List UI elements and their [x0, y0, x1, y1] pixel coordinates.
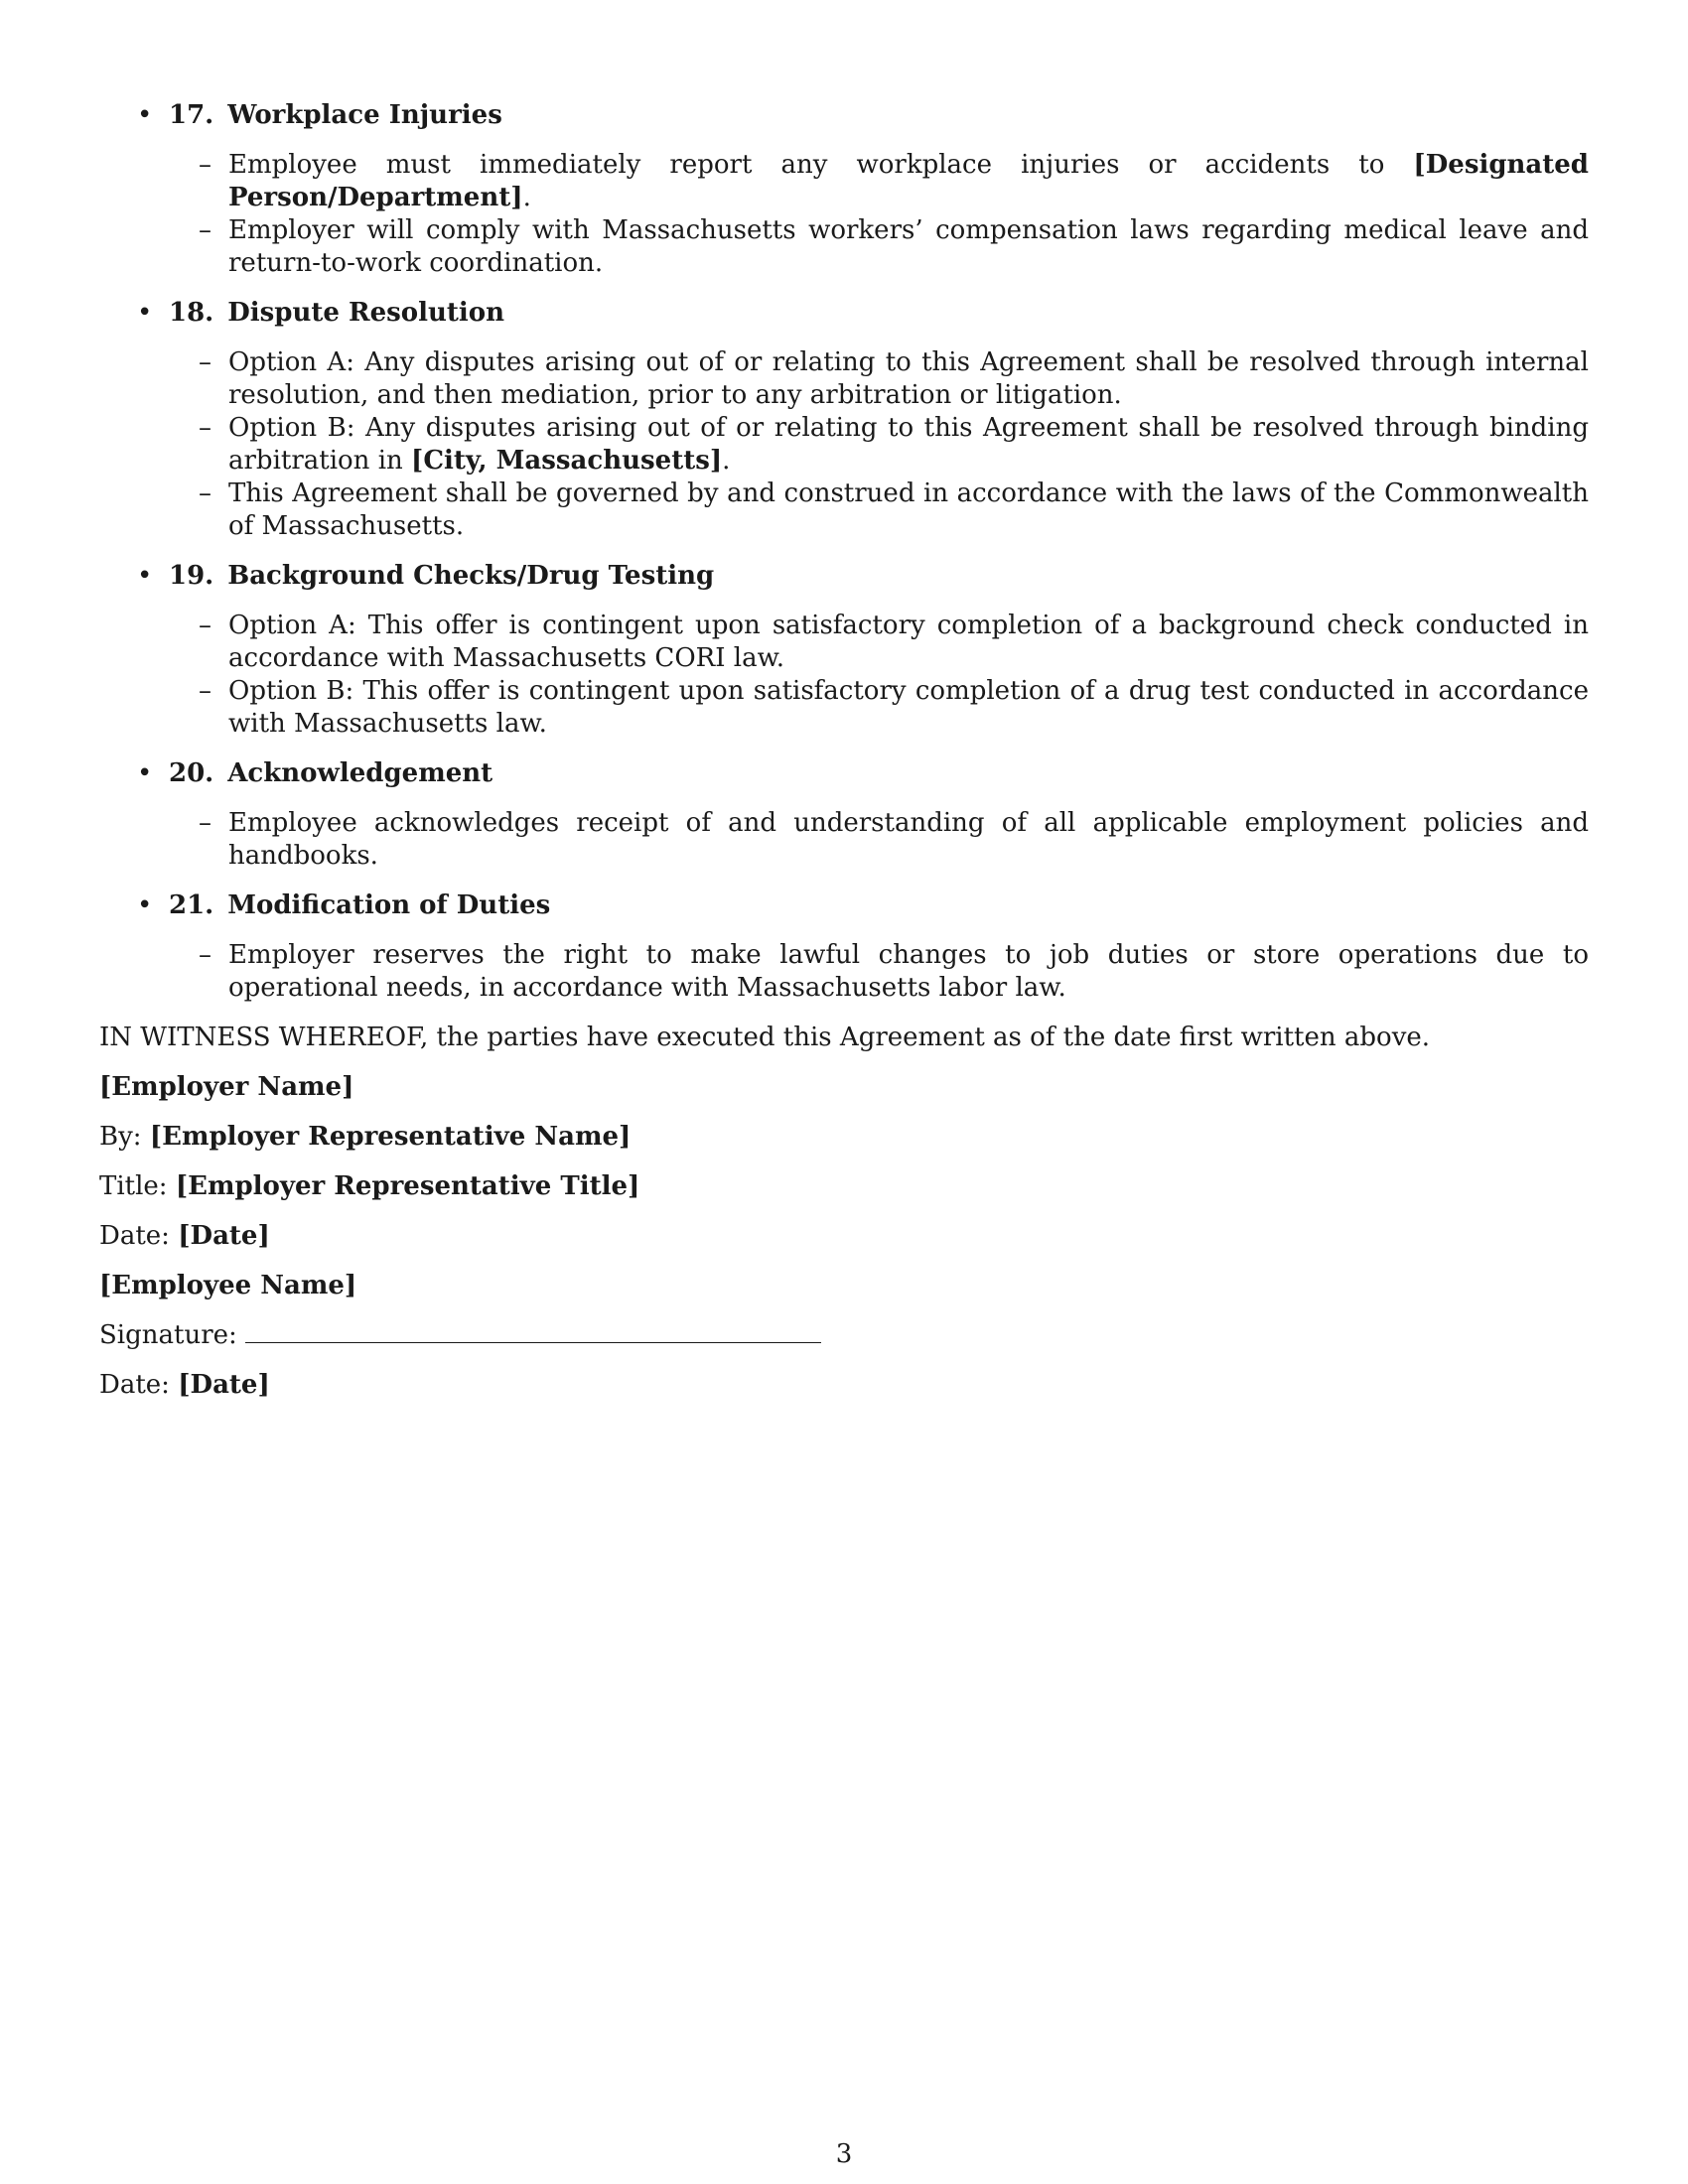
section-number: 18. [169, 298, 214, 328]
list-item: – Option A: This offer is contingent upon satisfactory completion of a background check conducted in accordance with Massachusetts CORI law. [199, 611, 1589, 673]
list-item: – Employer reserves the right to make lawful changes to job duties or store operations due to operational needs, in accordance with Massachusetts labor law. [199, 940, 1589, 1003]
list-item: – Option B: This offer is contingent upon satisfactory completion of a drug test conducted in accordance with Massachusetts law. [199, 676, 1589, 739]
section-acknowledgement [99, 757, 1589, 873]
employee-name: [Employee Name] [99, 1271, 357, 1300]
section-heading [99, 297, 1589, 330]
employer-representative-line [99, 1121, 1589, 1154]
list-item: – Employee must immediately report any workplace injuries or accidents to [Designated Person/Department]. [199, 150, 1589, 212]
bullet-icon: • [137, 100, 153, 130]
employer-name: [Employer Name] [99, 1072, 354, 1102]
section-heading [99, 99, 1589, 132]
witness-statement: IN WITNESS WHEREOF, the parties have executed this Agreement as of the date first written above. [99, 1023, 1431, 1052]
list-item: – Employer will comply with Massachusetts workers’ compensation laws regarding medical leave and return-to-work coordination. [199, 215, 1589, 278]
dash-icon: – [199, 808, 211, 838]
document-page [99, 99, 1589, 1419]
section-title: Dispute Resolution [227, 298, 505, 328]
dash-icon: – [199, 940, 211, 970]
by-label: By: [99, 1122, 142, 1152]
section-title: Modification of Duties [227, 890, 551, 920]
employer-representative-name: [Employer Representative Name] [149, 1122, 632, 1152]
section-heading [99, 889, 1589, 922]
section-background-checks [99, 560, 1589, 741]
employer-date-line [99, 1220, 1589, 1253]
dash-icon: – [199, 150, 211, 180]
dash-icon: – [199, 478, 211, 508]
bullet-icon: • [137, 298, 153, 328]
section-title: Workplace Injuries [227, 100, 502, 130]
section-modification-of-duties [99, 889, 1589, 1005]
bullet-icon: • [137, 561, 153, 591]
title-label: Title: [99, 1171, 168, 1201]
section-dispute-resolution [99, 297, 1589, 543]
section-number: 17. [169, 100, 214, 130]
employer-date-value: [Date] [178, 1221, 270, 1251]
employee-date-value: [Date] [178, 1370, 270, 1400]
list-item: – Employee acknowledges receipt of and understanding of all applicable employment policies and handbooks. [199, 808, 1589, 871]
section-title: Background Checks/Drug Testing [227, 561, 715, 591]
dash-icon: – [199, 413, 211, 443]
dash-icon: – [199, 676, 211, 706]
section-heading [99, 757, 1589, 790]
section-workplace-injuries [99, 99, 1589, 280]
bullet-icon: • [137, 890, 153, 920]
signature-label: Signature: [99, 1320, 237, 1350]
signature-field[interactable] [245, 1320, 821, 1343]
employee-date-line [99, 1369, 1589, 1402]
page-number: 3 [835, 2139, 853, 2169]
date-label: Date: [99, 1221, 170, 1251]
date-label: Date: [99, 1370, 170, 1400]
list-item: – Option B: Any disputes arising out of or relating to this Agreement shall be resolved through binding arbitration in [City, Massachusetts]. [199, 413, 1589, 476]
section-number: 20. [169, 758, 214, 788]
list-item: – Option A: Any disputes arising out of or relating to this Agreement shall be resolved through internal resolution, and then mediation, prior to any arbitration or litigation. [199, 347, 1589, 410]
bullet-icon: • [137, 758, 153, 788]
dash-icon: – [199, 347, 211, 377]
dash-icon: – [199, 215, 211, 245]
employer-title-line [99, 1170, 1589, 1203]
section-number: 21. [169, 890, 214, 920]
section-number: 19. [169, 561, 214, 591]
dash-icon: – [199, 611, 211, 640]
employee-signature-line [99, 1319, 1589, 1352]
section-heading [99, 560, 1589, 593]
list-item: – This Agreement shall be governed by and construed in accordance with the laws of the Commonwealth of Massachusetts. [199, 478, 1589, 541]
section-title: Acknowledgement [227, 758, 493, 788]
employer-representative-title: [Employer Representative Title] [175, 1171, 640, 1201]
